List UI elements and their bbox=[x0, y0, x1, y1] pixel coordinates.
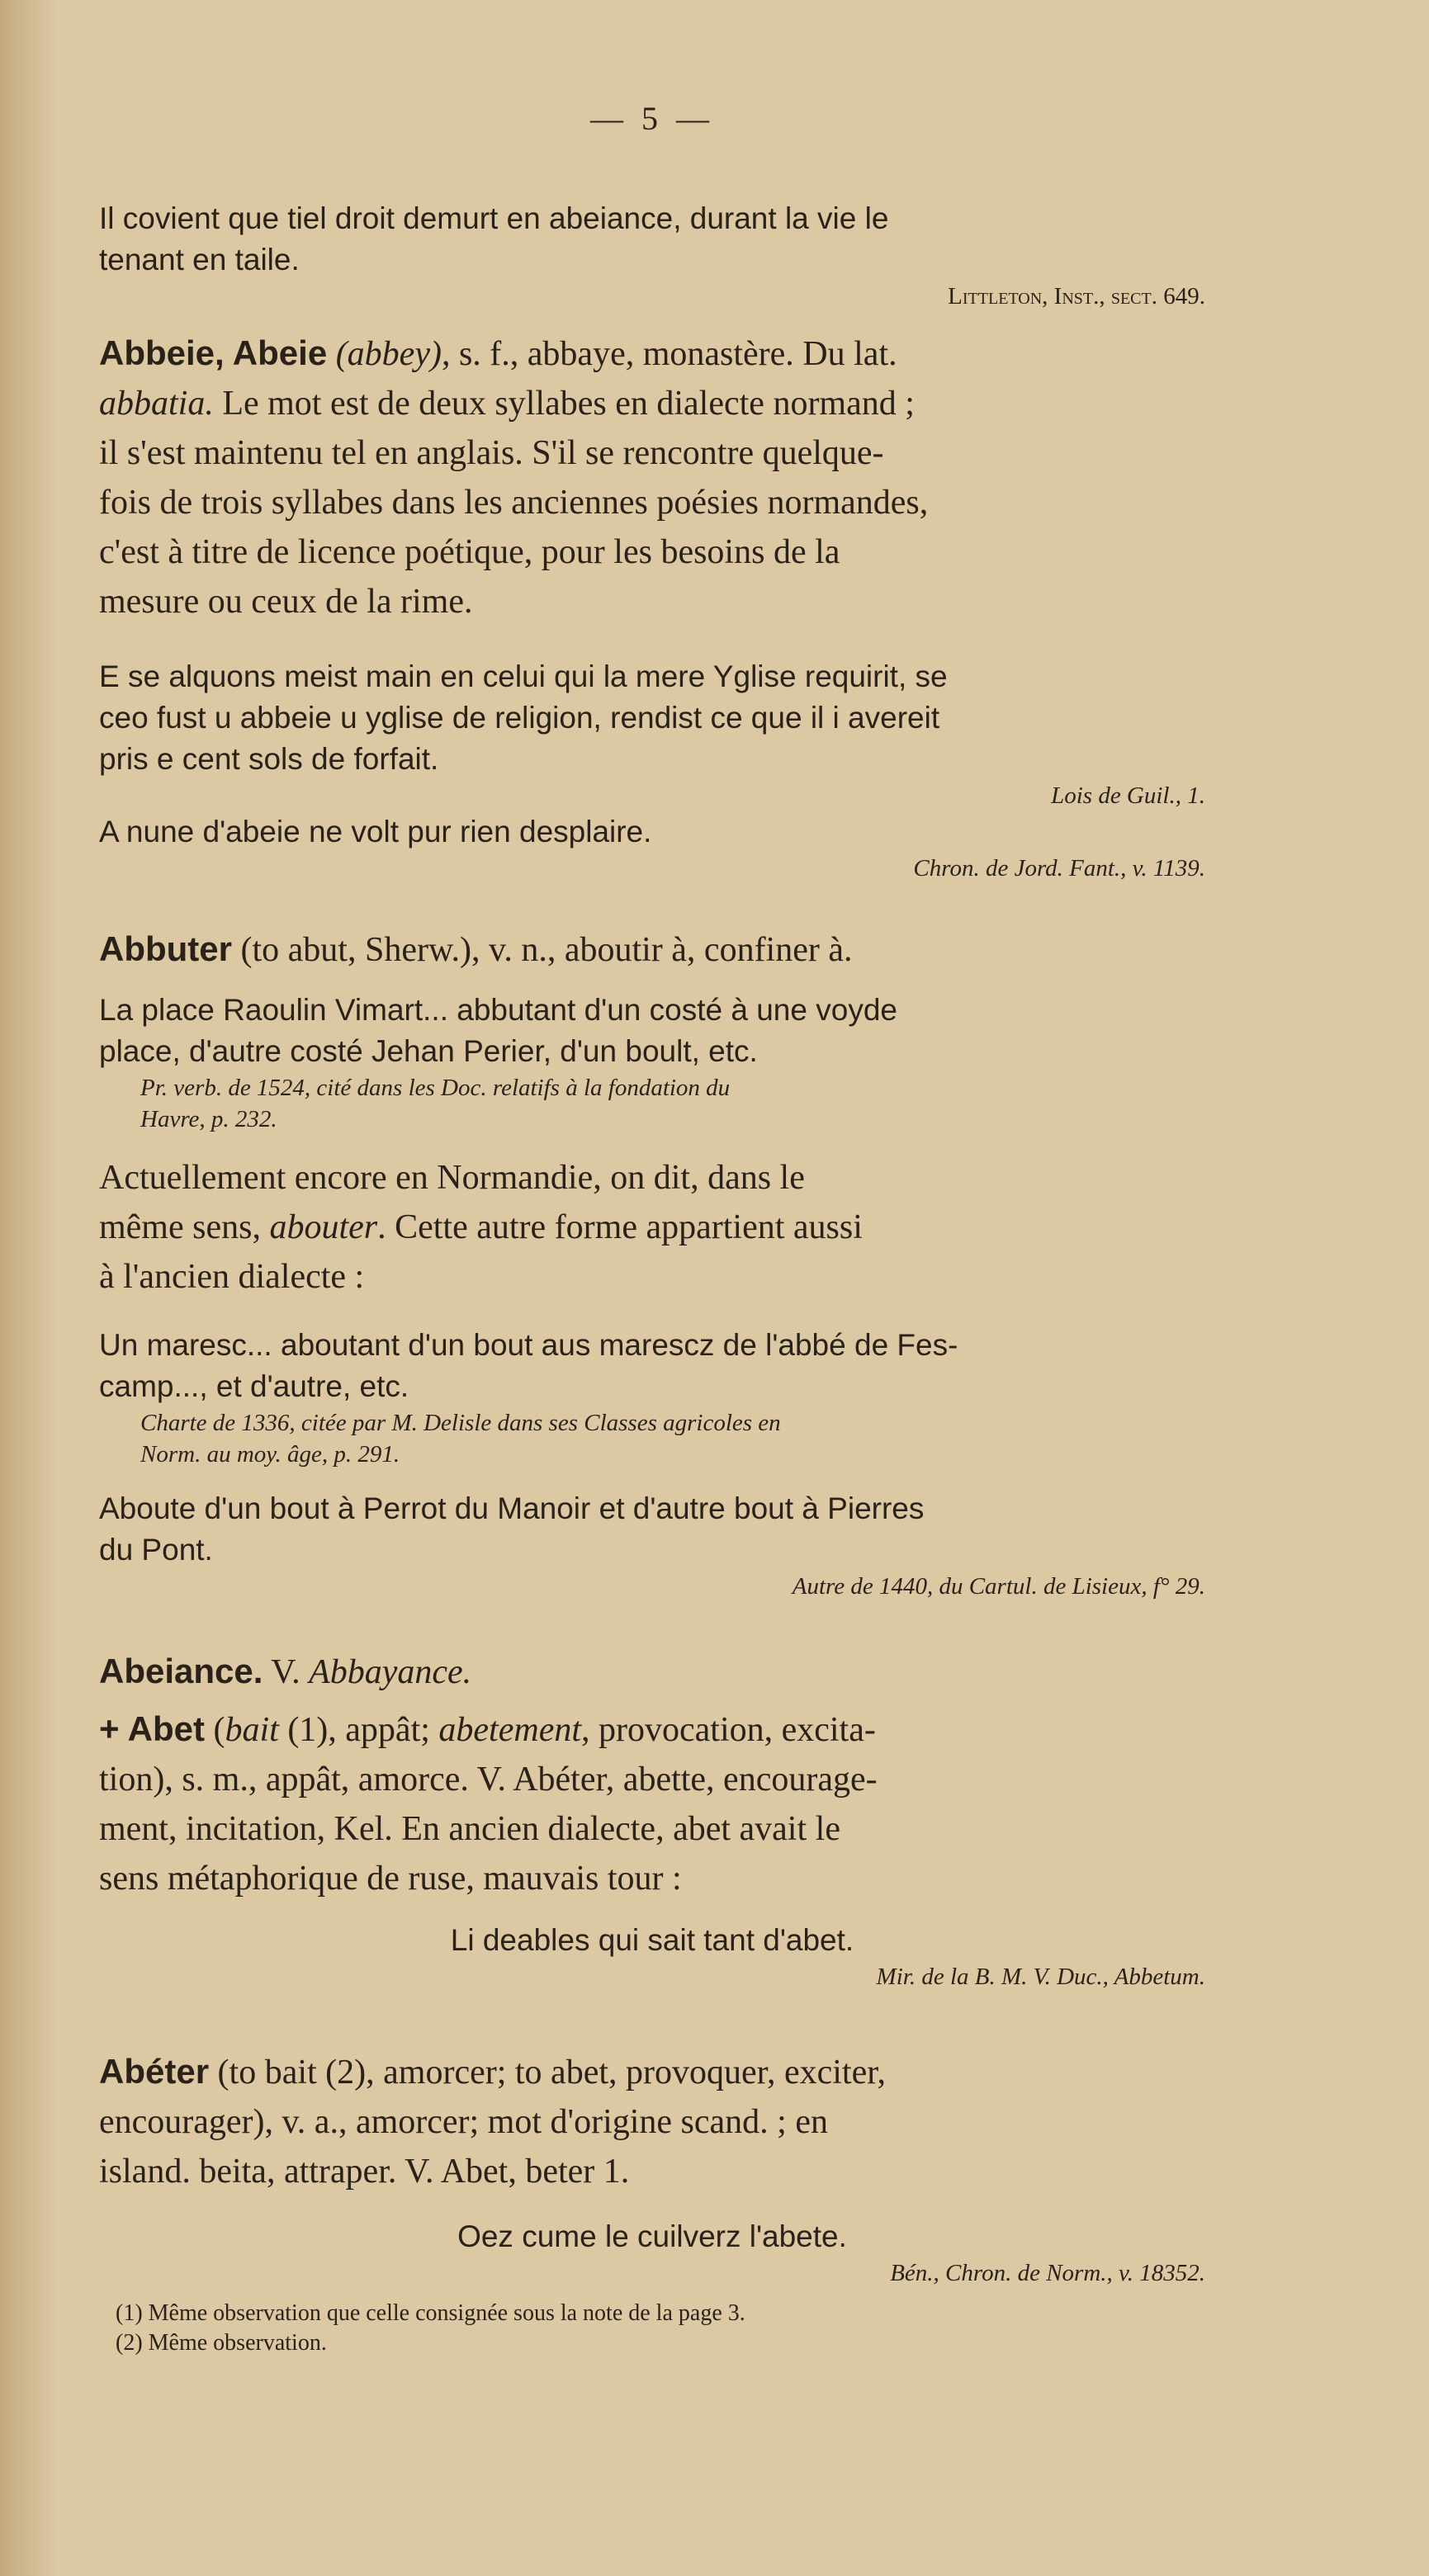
entry-line: encourager), v. a., amorcer; mot d'origine scand. ; en bbox=[99, 2103, 828, 2141]
quote-line: A nune d'abeie ne volt pur rien desplaire. bbox=[99, 815, 652, 848]
page-number: — 5 — bbox=[590, 100, 714, 137]
quote-line: Li deables qui sait tant d'abet. bbox=[450, 1923, 854, 1957]
entry-line: à l'ancien dialecte : bbox=[99, 1258, 365, 1296]
entry-line: sens métaphorique de ruse, mauvais tour : bbox=[99, 1860, 682, 1898]
entry-line: island. beita, attraper. V. Abet, beter 1. bbox=[99, 2153, 630, 2191]
intro-block bbox=[99, 198, 1205, 312]
intro-source: Littleton, Inst., sect. 649. bbox=[948, 283, 1205, 310]
quote-line: du Pont. bbox=[99, 1533, 213, 1567]
entry-line: même sens, abouter. Cette autre forme appartient aussi bbox=[99, 1208, 863, 1246]
entry-abet bbox=[99, 1704, 1205, 1992]
entry-line: Abbeie, Abeie (abbey), s. f., abbaye, monastère. Du lat. bbox=[99, 333, 897, 373]
entry-line: abbatia. Le mot est de deux syllabes en dialecte normand ; bbox=[99, 385, 915, 423]
citation: Havre, p. 232. bbox=[140, 1106, 277, 1132]
entry-line: il s'est maintenu tel en anglais. S'il se rencontre quelque- bbox=[99, 434, 884, 472]
footnote: (1) Même observation que celle consignée sous la note de la page 3. bbox=[116, 2300, 745, 2326]
citation: Mir. de la B. M. V. Duc., Abbetum. bbox=[876, 1964, 1205, 1990]
entry-line: c'est à titre de licence poétique, pour les besoins de la bbox=[99, 533, 840, 571]
quote-line: ceo fust u abbeie u yglise de religion, rendist ce que il i avereit bbox=[99, 701, 940, 735]
quote-line: Oez cume le cuilverz l'abete. bbox=[457, 2219, 847, 2253]
quote-line: E se alquons meist main en celui qui la mere Yglise requirit, se bbox=[99, 659, 948, 693]
page-edge-shadow bbox=[0, 0, 58, 2576]
entry-line: tion), s. m., appât, amorce. V. Abéter, abette, encourage- bbox=[99, 1761, 878, 1798]
citation: Autre de 1440, du Cartul. de Lisieux, f° 29. bbox=[792, 1573, 1205, 1600]
entry-abbeie bbox=[99, 328, 1205, 884]
citation: Charte de 1336, citée par M. Delisle dans ses Classes agricoles en bbox=[140, 1410, 781, 1436]
quote-line: place, d'autre costé Jehan Perier, d'un boult, etc. bbox=[99, 1034, 758, 1068]
citation: Lois de Guil., 1. bbox=[1051, 782, 1205, 809]
citation: Chron. de Jord. Fant., v. 1139. bbox=[913, 855, 1205, 882]
footnote: (2) Même observation. bbox=[116, 2330, 327, 2356]
entry-line: Abeiance. V. Abbayance. bbox=[99, 1652, 472, 1691]
headword: + Abet bbox=[99, 1709, 205, 1748]
footnotes bbox=[99, 2299, 1205, 2358]
intro-line: Il covient que tiel droit demurt en abeiance, durant la vie le bbox=[99, 201, 889, 235]
entry-line: Actuellement encore en Normandie, on dit, dans le bbox=[99, 1159, 805, 1197]
citation: Bén., Chron. de Norm., v. 18352. bbox=[890, 2260, 1205, 2286]
entry-line: + Abet (bait (1), appât; abetement, provocation, excita- bbox=[99, 1709, 876, 1749]
quote-line: Un maresc... aboutant d'un bout aus marescz de l'abbé de Fes- bbox=[99, 1328, 958, 1362]
citation: Pr. verb. de 1524, cité dans les Doc. relatifs à la fondation du bbox=[140, 1075, 731, 1101]
entry-abeter bbox=[99, 2047, 1205, 2289]
entry-line: fois de trois syllabes dans les anciennes poésies normandes, bbox=[99, 484, 929, 522]
entry-abbuter bbox=[99, 924, 1205, 1602]
entry-line: mesure ou ceux de la rime. bbox=[99, 583, 473, 621]
headword: Abbeie, Abeie bbox=[99, 333, 328, 372]
intro-line: tenant en taile. bbox=[99, 243, 300, 277]
entry-line: Abbuter (to abut, Sherw.), v. n., aboutir à, confiner à. bbox=[99, 929, 853, 969]
quote-line: camp..., et d'autre, etc. bbox=[99, 1369, 409, 1403]
citation: Norm. au moy. âge, p. 291. bbox=[140, 1441, 400, 1468]
quote-line: pris e cent sols de forfait. bbox=[99, 742, 439, 776]
entry-line: Abéter (to bait (2), amorcer; to abet, provoquer, exciter, bbox=[99, 2052, 887, 2092]
entry-line: ment, incitation, Kel. En ancien dialecte, abet avait le bbox=[99, 1810, 840, 1848]
quote-line: La place Raoulin Vimart... abbutant d'un costé à une voyde bbox=[99, 993, 897, 1027]
headword: Abbuter bbox=[99, 929, 232, 968]
entry-abeiance bbox=[99, 1647, 1205, 1697]
headword: Abéter bbox=[99, 2052, 210, 2091]
headword: Abeiance. bbox=[99, 1652, 263, 1690]
quote-line: Aboute d'un bout à Perrot du Manoir et d'autre bout à Pierres bbox=[99, 1491, 925, 1525]
